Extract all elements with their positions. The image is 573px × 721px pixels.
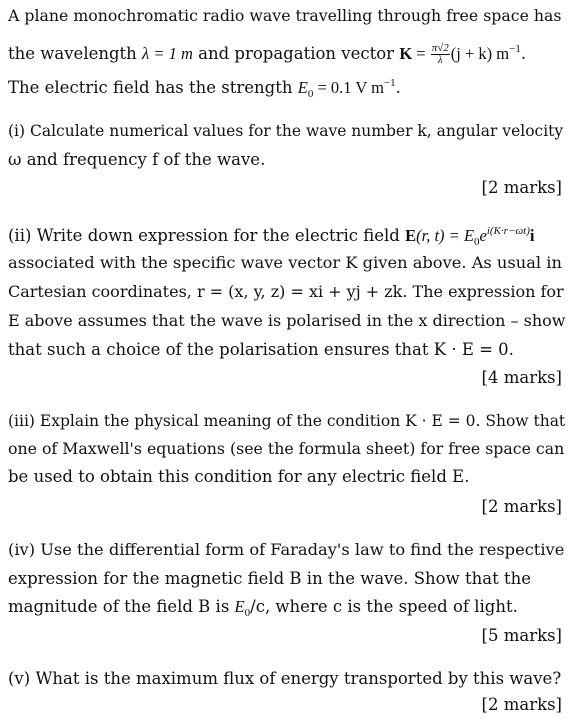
- intro-line-2: [8, 43, 526, 66]
- q4-line-1: [8, 539, 564, 561]
- q5-line-1: [8, 668, 561, 690]
- propagation-fraction: [431, 43, 450, 66]
- fraction-numerator: π√2: [431, 42, 449, 54]
- field-arguments: (r, t) = E: [416, 226, 475, 245]
- field-strength-subscript: 0: [307, 88, 314, 100]
- q3-line-3: [8, 466, 469, 488]
- question-text: associated with the specific wave vector K given above. As usual in: [8, 253, 562, 272]
- q2-line-5: [8, 339, 514, 361]
- q1-line-2: [8, 149, 265, 171]
- intro-text: the wavelength: [8, 44, 143, 63]
- period: .: [520, 44, 527, 63]
- intro-text: A plane monochromatic radio wave travelling through free space has: [8, 6, 562, 25]
- q4-marks: [5 marks]: [481, 626, 562, 645]
- q5-marks: [2 marks]: [481, 695, 562, 714]
- electric-field-symbol: E: [405, 226, 417, 245]
- question-text: /c, where c is the speed of light.: [250, 597, 518, 616]
- exponential-exponent: i(K·r−ωt): [486, 225, 530, 237]
- question-text: ω and frequency f of the wave.: [8, 150, 266, 169]
- fraction-denominator: λ: [437, 54, 443, 66]
- propagation-vector-symbol: K: [399, 44, 413, 63]
- wavelength-equation: λ = 1 m: [142, 44, 193, 63]
- equals-sign: =: [412, 44, 430, 63]
- question-text: (ii) Write down expression for the electric field: [8, 226, 406, 245]
- intro-line-3: [8, 77, 401, 99]
- period: .: [395, 78, 401, 97]
- q2-line-1: [8, 225, 534, 247]
- field-strength-subscript: 0: [244, 607, 251, 619]
- q2-line-3: [8, 281, 564, 303]
- question-text: be used to obtain this condition for any electric field E.: [8, 467, 470, 486]
- q2-line-2: [8, 252, 562, 274]
- question-text: one of Maxwell's equations (see the formula sheet) for free space can: [8, 439, 565, 458]
- intro-text: The electric field has the strength: [8, 78, 298, 97]
- q2-line-4: [8, 310, 565, 332]
- field-subscript: 0: [474, 236, 480, 248]
- question-text: (iv) Use the differential form of Faraday's law to find the respective: [8, 540, 565, 559]
- question-text: (i) Calculate numerical values for the wave number k, angular velocity: [8, 122, 564, 140]
- intro-text: and propagation vector: [192, 44, 400, 63]
- unit-exponent: −1: [509, 43, 521, 55]
- unit-vector-sum: (j + k) m: [450, 44, 510, 63]
- q1-line-1: [8, 120, 563, 142]
- question-text: (v) What is the maximum flux of energy transported by this wave?: [8, 669, 562, 688]
- field-strength-symbol: E: [297, 78, 308, 97]
- exponential-base: e: [479, 226, 487, 245]
- q4-line-3: [8, 596, 518, 618]
- question-text: Cartesian coordinates, r = (x, y, z) = xi + yj + zk. The expression for: [8, 282, 564, 301]
- field-strength-symbol: E: [234, 597, 245, 616]
- question-text: expression for the magnetic field B in the wave. Show that the: [8, 569, 531, 588]
- q4-line-2: [8, 568, 531, 590]
- q3-line-2: [8, 438, 564, 460]
- unit-vector-i: i: [529, 226, 535, 245]
- intro-line-1: [8, 5, 562, 27]
- q2-marks: [4 marks]: [481, 368, 562, 387]
- q1-marks: [2 marks]: [481, 178, 562, 197]
- field-strength-value: = 0.1 V m: [313, 78, 384, 97]
- question-text: E above assumes that the wave is polarised in the x direction – show: [8, 311, 566, 330]
- question-text: (iii) Explain the physical meaning of the condition K · E = 0. Show that: [8, 412, 566, 430]
- q3-marks: [2 marks]: [481, 497, 562, 516]
- unit-exponent: −1: [383, 77, 396, 89]
- q3-line-1: [8, 410, 565, 432]
- question-text: magnitude of the field B is: [8, 597, 235, 616]
- question-text: that such a choice of the polarisation ensures that K · E = 0.: [8, 340, 514, 359]
